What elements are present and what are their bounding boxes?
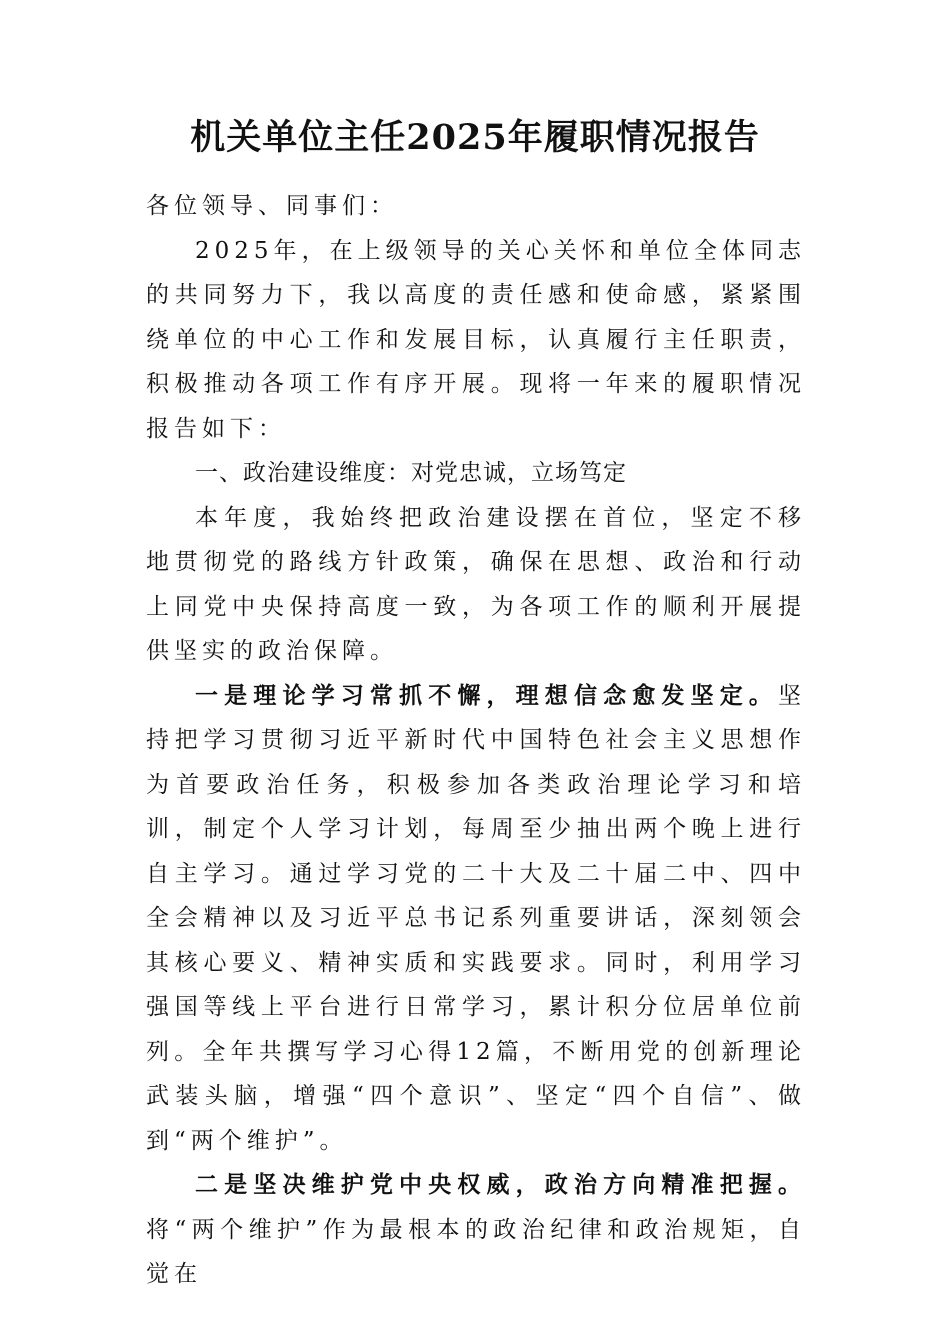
point-paragraph [146,1163,806,1297]
intro-paragraph: 2025年，在上级领导的关心关怀和单位全体同志的共同努力下，我以高度的责任感和使命感，紧紧围绕单位的中心工作和发展目标，认真履行主任职责，积极推动各项工作有序开展。现将一年来的履职情况报告如下： [146,237,806,442]
point-text: 将“两个维护”作为最根本的政治纪律和政治规矩，自觉在 [146,1216,806,1287]
document-body [146,184,806,1297]
point-lead: 二是坚决维护党中央权威，政治方向精准把握。 [195,1171,806,1198]
point-paragraph [146,674,806,1164]
point-text: 坚持把学习贯彻习近平新时代中国特色社会主义思想作为首要政治任务，积极参加各类政治理论学习和培训，制定个人学习计划，每周至少抽出两个晚上进行自主学习。通过学习党的二十大及二十届二中、四中全会精神以及习近平总书记系列重要讲话，深刻领会其核心要义、精神实质和实践要求。同时，利用学习强国等线上平台进行日常学习，累计积分位居单位前列。全年共撰写学习心得12篇，不断用党的创新理论武装头脑，增强“四个意识”、坚定“四个自信”、做到“两个维护”。 [146,682,806,1154]
section-intro-paragraph: 本年度，我始终把政治建设摆在首位，坚定不移地贯彻党的路线方针政策，确保在思想、政治和行动上同党中央保持高度一致，为各项工作的顺利开展提供坚实的政治保障。 [146,504,806,664]
document-title: 机关单位主任2025年履职情况报告 [190,117,760,158]
point-lead: 一是理论学习常抓不懈，理想信念愈发坚定。 [195,681,778,709]
section-heading: 一、政治建设维度：对党忠诚，立场笃定 [195,460,627,486]
salutation: 各位领导、同事们： [146,193,398,219]
